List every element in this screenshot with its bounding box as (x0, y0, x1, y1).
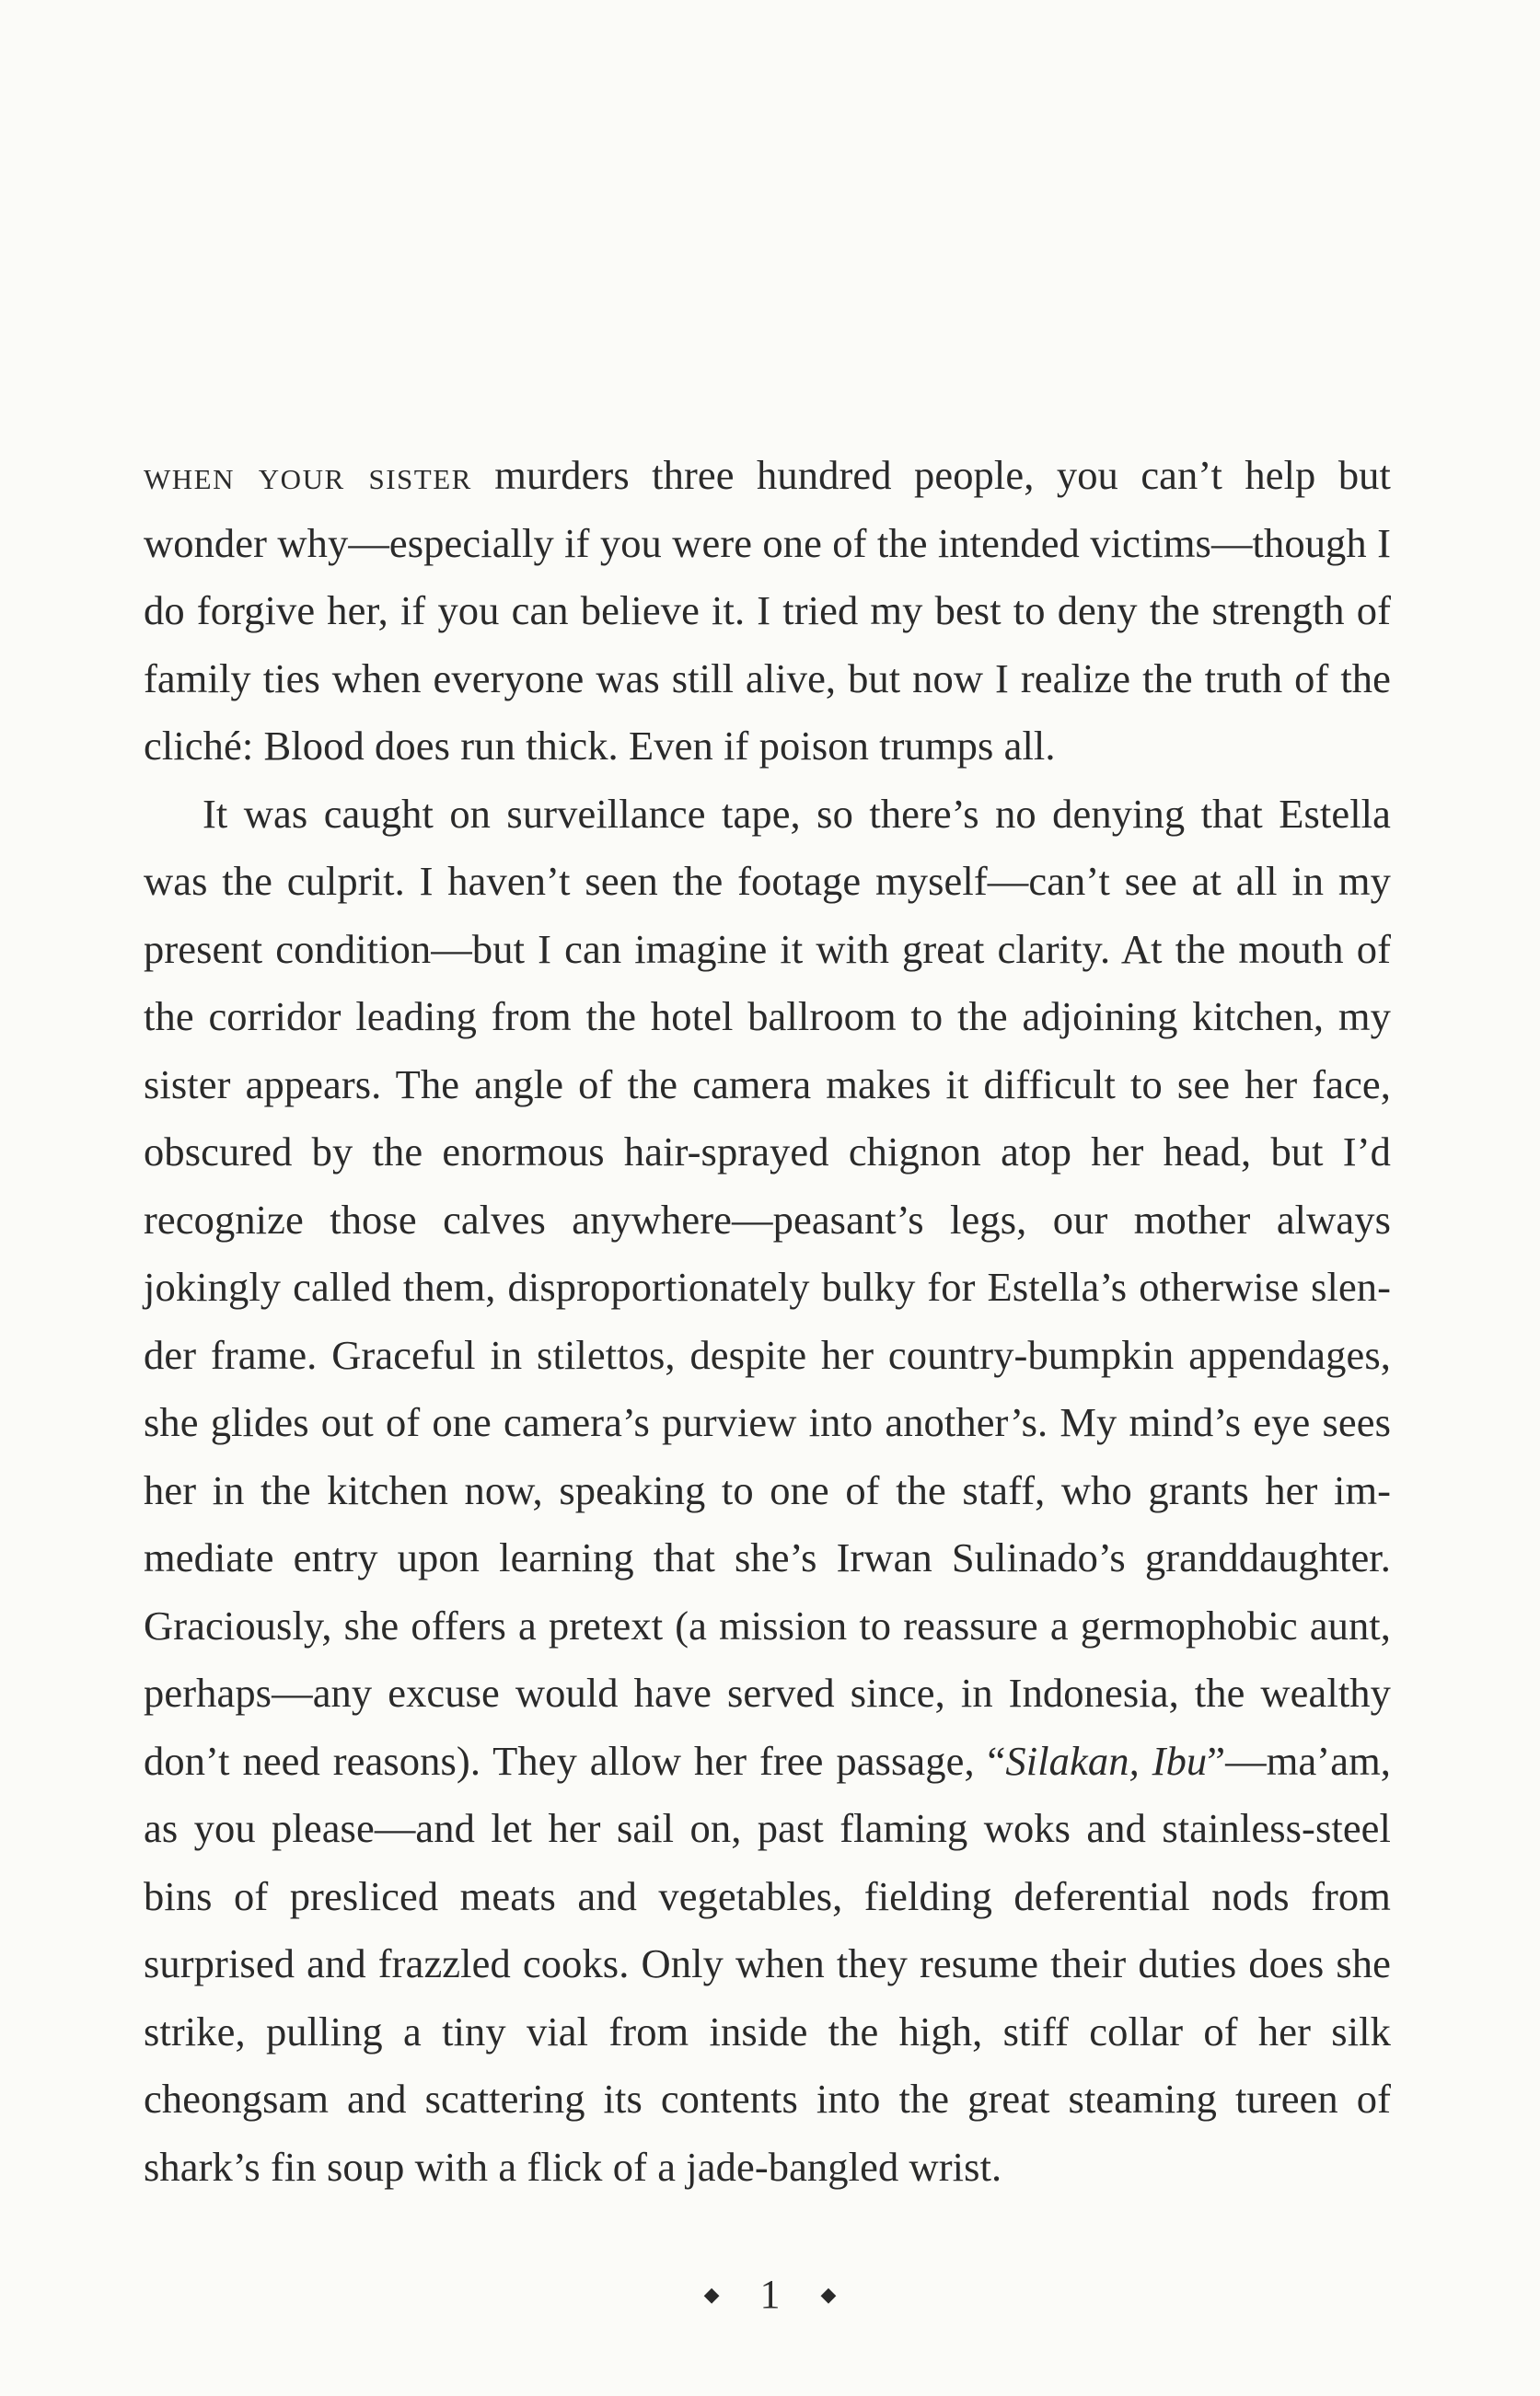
paragraph-1 (144, 442, 1391, 781)
page-footer (0, 2267, 1540, 2326)
body-text (144, 442, 1391, 2201)
diamond-ornament-icon: ◆ (820, 2282, 837, 2306)
paragraph-2-italic-phrase: Silakan, Ibu (1005, 1737, 1208, 1784)
paragraph-2 (144, 781, 1391, 2202)
lead-in-small-caps: when your sister (144, 452, 472, 498)
diamond-ornament-icon: ◆ (703, 2282, 720, 2306)
paragraph-2-text-a: It was caught on surveillance tape, so there’s no denying that Estella was the culprit. I haven’t seen the footage myself—can’t see at all in my present condition—but I can imagine it with great clarity. At the mouth of the corridor leading from the hotel ballroom to the adjoining kitchen, my sister appears. The angle of the camera makes it difficult to see her face, obscured by the enormous hair-sprayed chignon atop her head, but I’d recognize those calves anywhere—peasant’s legs, our mother always jokingly called them, disproportionately bulky for Estella’s otherwise slender frame. Graceful in stilettos, despite her country-bumpkin appendages, she glides out of one camera’s purview into another’s. My mind’s eye sees her in the kitchen now, speaking to one of the staff, who grants her immediate entry upon learning that she’s Irwan Sulinado’s granddaughter. Graciously, she offers a pretext (a mission to reassure a germophobic aunt, perhaps—any excuse would have served since, in Indonesia, the wealthy don’t need reasons). They allow her free passage, “ (144, 790, 1391, 1784)
page-number: 1 (759, 2272, 781, 2317)
paragraph-1-text: murders three hundred people, you can’t help but wonder why—especially if you were one of the intended victims—though I do forgive her, if you can believe it. I tried my best to deny the strength of family ties when everyone was still alive, but now I realize the truth of the cliché: Blood does run thick. Even if poison trumps all. (144, 452, 1391, 769)
paragraph-2-text-b: ”—ma’am, as you please—and let her sail on, past flaming woks and stainless-steel bins of presliced meats and vegetables, fielding deferential nods from surprised and frazzled cooks. Only when they resume their duties does she strike, pulling a tiny vial from inside the high, stiff collar of her silk cheongsam and scattering its contents into the great steaming tureen of shark’s fin soup with a flick of a jade-bangled wrist. (144, 1737, 1392, 2190)
